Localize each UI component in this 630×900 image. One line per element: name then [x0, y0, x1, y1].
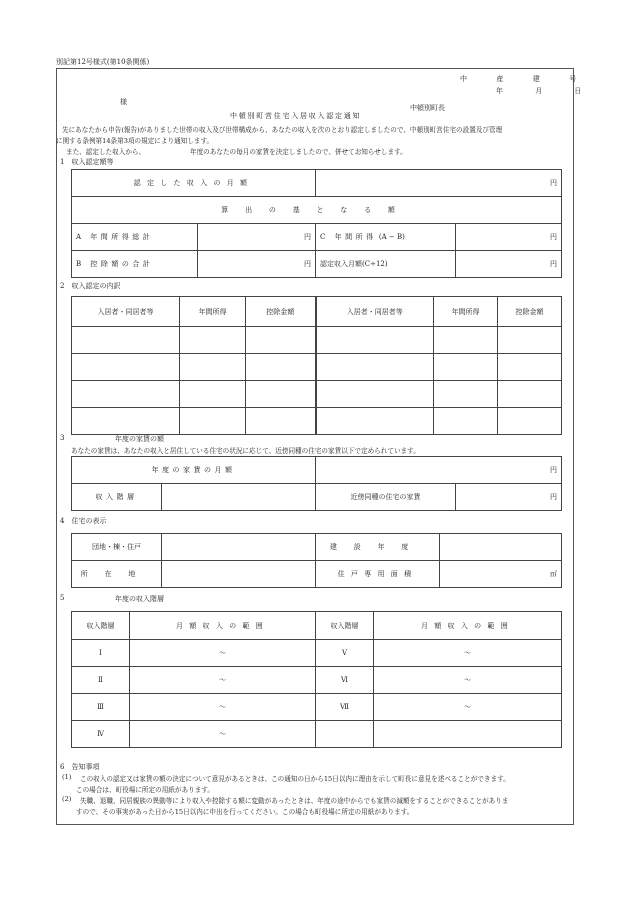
rent-table: [71, 456, 562, 511]
income-certification-table: [71, 169, 562, 278]
annual-income-value[interactable]: 円: [456, 224, 562, 251]
class-header-left: 収入階層: [72, 612, 130, 640]
income-range-cell: 〜: [130, 721, 316, 748]
address-label: 所在地: [72, 561, 162, 588]
income-class-cell: Ⅱ: [72, 667, 130, 694]
market-rent-value[interactable]: 円: [456, 484, 562, 511]
sender-name: 中頓別町長: [410, 104, 445, 112]
market-rent-label: 近傍同種の住宅の家賃: [316, 484, 456, 511]
addressee-suffix: 様: [120, 98, 127, 106]
empty-class-cell: [316, 721, 374, 748]
construction-year-label: 建設年度: [316, 534, 440, 561]
income-class-value[interactable]: [162, 484, 316, 511]
section-3-heading: 年度の家賃の額: [115, 435, 164, 443]
deduction-total-value[interactable]: 円: [198, 251, 316, 278]
breakdown-row: [72, 327, 562, 354]
section-3-number: 3: [60, 434, 65, 442]
income-class-cell: Ⅴ: [316, 640, 374, 667]
section-4-heading: 4 住宅の表示: [60, 517, 107, 525]
intro-line-3a: また、認定した収入から、: [66, 148, 146, 156]
notice-2-line-2: すので、その事実があった日から15日以内に申出を行ってください。この場合も町役場に所定の用紙があります。: [76, 808, 414, 816]
income-range-cell: 〜: [130, 667, 316, 694]
annual-income-label: [316, 224, 456, 251]
intro-line-2: に関する条例第14条第3項の規定により通知します。: [56, 137, 214, 145]
breakdown-row: [72, 408, 562, 435]
income-range-cell: 〜: [130, 694, 316, 721]
section-3-note: あなたの家賃は、あなたの収入と居住している住宅の状況に応じて、近傍同種の住宅の家賃以下で定められています。: [71, 447, 420, 455]
income-class-cell: Ⅳ: [72, 721, 130, 748]
income-range-cell: 〜: [374, 667, 562, 694]
intro-line-1: 先にあなたから申告(報告)がありました世帯の収入及び世帯構成から、あなたの収入を次のとおり認定しましたので、中頓別町営住宅の設置及び管理: [62, 126, 503, 134]
breakdown-header-resident-1: 入居者・同居者等: [72, 297, 180, 327]
income-range-cell: 〜: [374, 694, 562, 721]
income-class-table: [71, 611, 562, 748]
income-class-cell: Ⅶ: [316, 694, 374, 721]
section-5-number: 5: [60, 594, 65, 602]
deduction-total-label: B 控除額の合計: [72, 251, 198, 278]
housing-table: [71, 533, 562, 588]
section-1-heading: 1 収入認定額等: [60, 158, 114, 166]
empty-range-cell: [374, 721, 562, 748]
notice-1-line-2: この場合は、町役場に所定の用紙があります。: [76, 786, 214, 794]
floor-area-value[interactable]: ㎡: [440, 561, 562, 588]
annual-income-total-label: A 年間所得総計: [72, 224, 198, 251]
certified-monthly-amount-value[interactable]: 円: [456, 251, 562, 278]
unit-label: 団地・棟・住戸: [72, 534, 162, 561]
annual-income-formula: (A − B): [378, 233, 405, 241]
annual-income-total-value[interactable]: 円: [198, 224, 316, 251]
certified-monthly-income-value[interactable]: 円: [316, 170, 562, 197]
unit-value[interactable]: [162, 534, 316, 561]
certified-monthly-income-label: 認定した収入の月額: [72, 170, 316, 197]
notice-1-number: (1): [62, 773, 72, 781]
notice-2-number: (2): [62, 795, 72, 803]
calculation-basis-label: 算出の基となる額: [72, 197, 562, 224]
monthly-rent-label: 年度の家賃の月額: [72, 457, 316, 484]
breakdown-header-deduction-1: 控除金額: [246, 297, 316, 327]
breakdown-row: [72, 381, 562, 408]
income-range-cell: 〜: [130, 640, 316, 667]
range-header-left: 月額収入の範囲: [130, 612, 316, 640]
issue-date: 年 月 日: [496, 87, 594, 95]
document-title: 中頓別町営住宅入居収入認定通知: [230, 112, 362, 120]
income-class-cell: Ⅰ: [72, 640, 130, 667]
income-range-cell: 〜: [374, 640, 562, 667]
income-class-cell: Ⅲ: [72, 694, 130, 721]
section-2-heading: 2 収入認定の内訳: [60, 282, 121, 290]
section-5-heading: 年度の収入階層: [115, 595, 164, 603]
floor-area-label: 住戸専用面積: [316, 561, 440, 588]
notice-2-line-1: 失職、退職、同居親族の異動等により収入や控除する額に変動があったときは、年度の途中からでも家賃の減額をすることができることがありま: [80, 797, 509, 805]
form-reference: 別記第12号様式(第10条関係): [56, 58, 150, 66]
document-number: 中 産 建 号: [460, 75, 588, 83]
class-header-right: 収入階層: [316, 612, 374, 640]
breakdown-header-resident-2: 入居者・同居者等: [316, 297, 434, 327]
section-6-heading: 6 告知事項: [60, 763, 100, 771]
intro-line-3b: 年度のあなたの毎月の家賃を決定しましたので、併せてお知らせします。: [190, 148, 407, 156]
breakdown-header-income-1: 年間所得: [180, 297, 246, 327]
certified-monthly-amount-label: 認定収入月額(C÷12): [316, 251, 456, 278]
range-header-right: 月額収入の範囲: [374, 612, 562, 640]
income-class-cell: Ⅵ: [316, 667, 374, 694]
income-class-label: 収入階層: [72, 484, 162, 511]
construction-year-value[interactable]: [440, 534, 562, 561]
monthly-rent-value[interactable]: 円: [316, 457, 562, 484]
income-breakdown-table: [71, 296, 562, 435]
notice-1-line-1: この収入の認定又は家賃の額の決定について意見があるときは、この通知の日から15日以内に理由を示して町長に意見を述べることができます。: [80, 775, 510, 783]
address-value[interactable]: [162, 561, 316, 588]
breakdown-header-deduction-2: 控除金額: [498, 297, 562, 327]
breakdown-header-income-2: 年間所得: [434, 297, 498, 327]
annual-income-label-text: C 年間所得: [320, 233, 377, 241]
breakdown-row: [72, 354, 562, 381]
